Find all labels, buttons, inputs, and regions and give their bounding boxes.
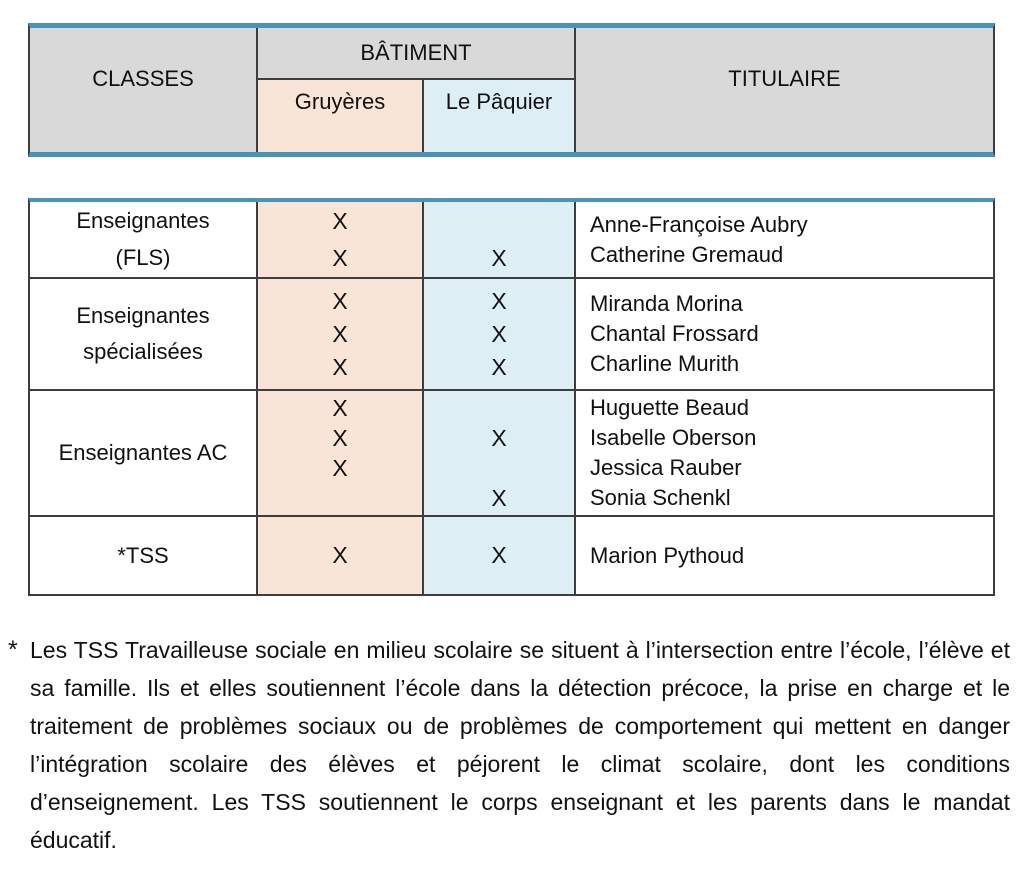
class-label-line: (FLS): [115, 245, 171, 270]
paquier-cell: [424, 279, 576, 389]
table-row-enseignantes-ac: [30, 391, 993, 517]
gruyeres-label: Gruyères: [294, 89, 386, 114]
class-label-line: *TSS: [117, 542, 169, 568]
titulaire-cell: [576, 202, 993, 277]
gruyeres-x-mark: X: [332, 542, 348, 568]
header-cell-batiment: [258, 28, 576, 80]
table-row-tss: [30, 517, 993, 594]
class-label-line: Enseignantes AC: [58, 440, 228, 465]
batiment-label: BÂTIMENT: [360, 40, 472, 65]
header-cell-paquier: [424, 80, 576, 152]
teacher-name: Huguette Beaud: [590, 395, 750, 420]
teacher-name: Anne-Françoise Aubry: [590, 211, 808, 237]
gruyeres-x-mark: X: [332, 424, 348, 451]
paquier-x-mark: X: [491, 244, 507, 271]
gruyeres-x-mark: X: [332, 394, 348, 421]
classes-cell: [30, 279, 258, 389]
paquier-cell: [424, 517, 576, 594]
header-cell-gruyeres: [258, 80, 424, 152]
paquier-x-mark: X: [491, 484, 507, 511]
header-cell-classes: [30, 28, 258, 152]
teacher-name: Isabelle Oberson: [590, 425, 757, 450]
paquier-label: Le Pâquier: [445, 89, 553, 114]
gruyeres-x-mark: X: [332, 244, 348, 271]
body-table: [28, 198, 995, 596]
table-row-enseignantes-specialisees: [30, 279, 993, 391]
teacher-name: Sonia Schenkl: [590, 485, 731, 510]
header-cell-titulaire: [576, 28, 993, 152]
gruyeres-x-mark: [340, 483, 341, 513]
titulaire-cell: [576, 517, 993, 594]
teacher-name: Jessica Rauber: [590, 455, 742, 480]
gruyeres-x-mark: X: [332, 353, 348, 380]
classes-label: CLASSES: [92, 66, 194, 91]
gruyeres-x-mark: X: [332, 320, 348, 347]
paquier-x-mark: [499, 203, 500, 240]
paquier-x-mark: X: [491, 353, 507, 380]
titulaire-label: TITULAIRE: [728, 66, 841, 91]
footnote-text: Les TSS Travailleuse sociale en milieu scolaire se situent à l’intersection entre l’école, l’élève et sa famille. Ils et elles soutiennent l’école dans la détection précoce, la prise en charge et le traitement de problèmes sociaux ou de problèmes de comportement qui mettent en danger l’intégration scolaire des élèves et péjorent le climat scolaire, dont les conditions d’enseignement. Les TSS soutiennent le corps enseignant et les parents dans le mandat éducatif.: [30, 637, 1010, 853]
classes-cell: [30, 202, 258, 277]
gruyeres-cell: [258, 279, 424, 389]
gruyeres-cell: [258, 391, 424, 515]
gruyeres-x-mark: X: [332, 287, 348, 314]
teacher-name: Charline Murith: [590, 351, 740, 376]
class-label-line: spécialisées: [83, 339, 203, 364]
gruyeres-cell: [258, 202, 424, 277]
paquier-x-mark: [499, 393, 500, 423]
gruyeres-cell: [258, 517, 424, 594]
gruyeres-x-mark: X: [332, 454, 348, 481]
teacher-name: Miranda Morina: [590, 291, 743, 316]
classes-cell: [30, 391, 258, 515]
paquier-x-mark: X: [491, 542, 507, 568]
titulaire-cell: [576, 391, 993, 515]
teacher-name: Catherine Gremaud: [590, 241, 784, 267]
header-table: [28, 23, 995, 157]
paquier-cell: [424, 202, 576, 277]
teacher-name: Chantal Frossard: [590, 321, 759, 346]
gruyeres-x-mark: X: [332, 207, 348, 234]
class-label-line: Enseignantes: [76, 303, 210, 328]
paquier-x-mark: X: [491, 287, 507, 314]
paquier-x-mark: [499, 453, 500, 483]
footnote-asterisk: *: [8, 636, 18, 664]
paquier-cell: [424, 391, 576, 515]
paquier-x-mark: X: [491, 424, 507, 451]
tss-footnote: [8, 631, 1010, 859]
teacher-name: Marion Pythoud: [590, 542, 745, 568]
classes-cell: [30, 517, 258, 594]
titulaire-cell: [576, 279, 993, 389]
table-row-enseignantes-fls: [30, 202, 993, 279]
header-table-grid: [30, 28, 993, 152]
paquier-x-mark: X: [491, 320, 507, 347]
class-label-line: Enseignantes: [76, 208, 210, 233]
